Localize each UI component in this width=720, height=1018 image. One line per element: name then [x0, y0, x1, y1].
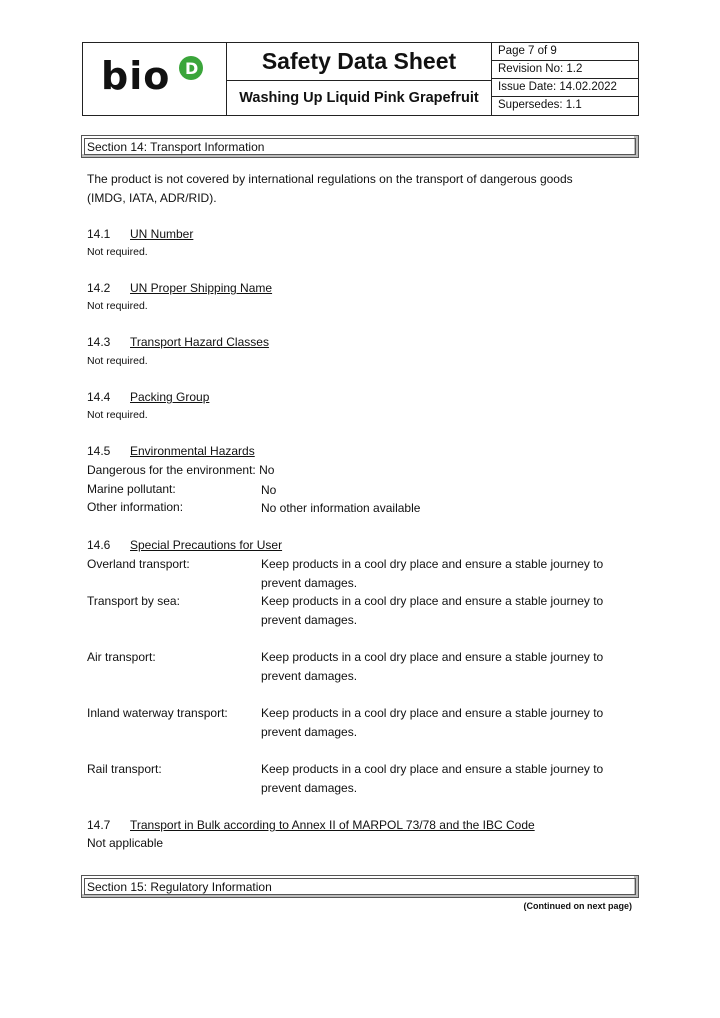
other-info-value: No other information available: [261, 501, 421, 515]
rail-transport-line2: prevent damages.: [261, 781, 358, 795]
overland-transport-line2: prevent damages.: [261, 576, 358, 590]
subsection-number: 14.1: [87, 227, 111, 241]
subsection-text: Not applicable: [87, 836, 164, 850]
inland-waterway-label: Inland waterway transport:: [87, 706, 228, 720]
env-dangerous-label: Dangerous for the environment: No: [87, 463, 275, 477]
subsection-number: 14.3: [87, 335, 111, 349]
air-transport-line2: prevent damages.: [261, 669, 358, 683]
logo-cell: [83, 43, 227, 115]
inland-waterway-line1: Keep products in a cool dry place and ensure a stable journey to: [261, 706, 604, 720]
subsection-text: Not required.: [87, 355, 148, 367]
subsection-title: Special Precautions for User: [130, 538, 283, 552]
subsection-number: 14.2: [87, 281, 111, 295]
document-header: [82, 42, 639, 116]
rail-transport-label: Rail transport:: [87, 762, 162, 776]
subsection-title: Environmental Hazards: [130, 444, 255, 458]
intro-line-1: The product is not covered by international regulations on the transport of dangerous goods: [87, 172, 573, 186]
other-info-label: Other information:: [87, 500, 184, 514]
subsection-number: 14.4: [87, 390, 111, 404]
logo-badge: D: [185, 59, 199, 78]
sea-transport-line1: Keep products in a cool dry place and ensure a stable journey to: [261, 594, 604, 608]
subsection-title: Transport Hazard Classes: [130, 335, 269, 349]
air-transport-line1: Keep products in a cool dry place and ensure a stable journey to: [261, 650, 604, 664]
subsection-text: Not required.: [87, 300, 148, 312]
product-name: Washing Up Liquid Pink Grapefruit: [239, 90, 479, 106]
air-transport-label: Air transport:: [87, 650, 156, 664]
subsection-number: 14.6: [87, 538, 111, 552]
rail-transport-line1: Keep products in a cool dry place and ensure a stable journey to: [261, 762, 604, 776]
overland-transport-line1: Keep products in a cool dry place and ensure a stable journey to: [261, 557, 604, 571]
bio-d-logo: [83, 43, 226, 115]
subsection-title: Transport in Bulk according to Annex II of MARPOL 73/78 and the IBC Code: [130, 818, 535, 832]
continued-note: (Continued on next page): [523, 901, 632, 911]
page-number: Page 7 of 9: [492, 43, 639, 61]
subsection-text: Not required.: [87, 246, 148, 258]
section-15-header: [81, 875, 639, 898]
section-14-title: Section 14: Transport Information: [87, 140, 265, 154]
subsection-number: 14.7: [87, 818, 111, 832]
section-15-title: Section 15: Regulatory Information: [87, 880, 272, 894]
doc-meta-cell: [492, 43, 639, 115]
document-title: Safety Data Sheet: [227, 43, 491, 81]
intro-line-2: (IMDG, IATA, ADR/RID).: [87, 191, 217, 205]
marine-pollutant-value: No: [261, 483, 277, 497]
sea-transport-line2: prevent damages.: [261, 613, 358, 627]
supersedes: Supersedes: 1.1: [498, 99, 582, 111]
overland-transport-label: Overland transport:: [87, 557, 190, 571]
subsection-title: UN Proper Shipping Name: [130, 281, 273, 295]
inland-waterway-line2: prevent damages.: [261, 725, 358, 739]
subsection-text: Not required.: [87, 409, 148, 421]
marine-pollutant-label: Marine pollutant:: [87, 482, 176, 496]
logo-wordmark: bio: [101, 54, 171, 98]
issue-date: Issue Date: 14.02.2022: [492, 79, 639, 97]
section-14-header: [81, 135, 639, 158]
subsection-title: UN Number: [130, 227, 194, 241]
subsection-number: 14.5: [87, 444, 111, 458]
sea-transport-label: Transport by sea:: [87, 594, 180, 608]
subsection-title: Packing Group: [130, 390, 210, 404]
revision-number: Revision No: 1.2: [492, 61, 639, 79]
title-cell: [227, 43, 492, 115]
